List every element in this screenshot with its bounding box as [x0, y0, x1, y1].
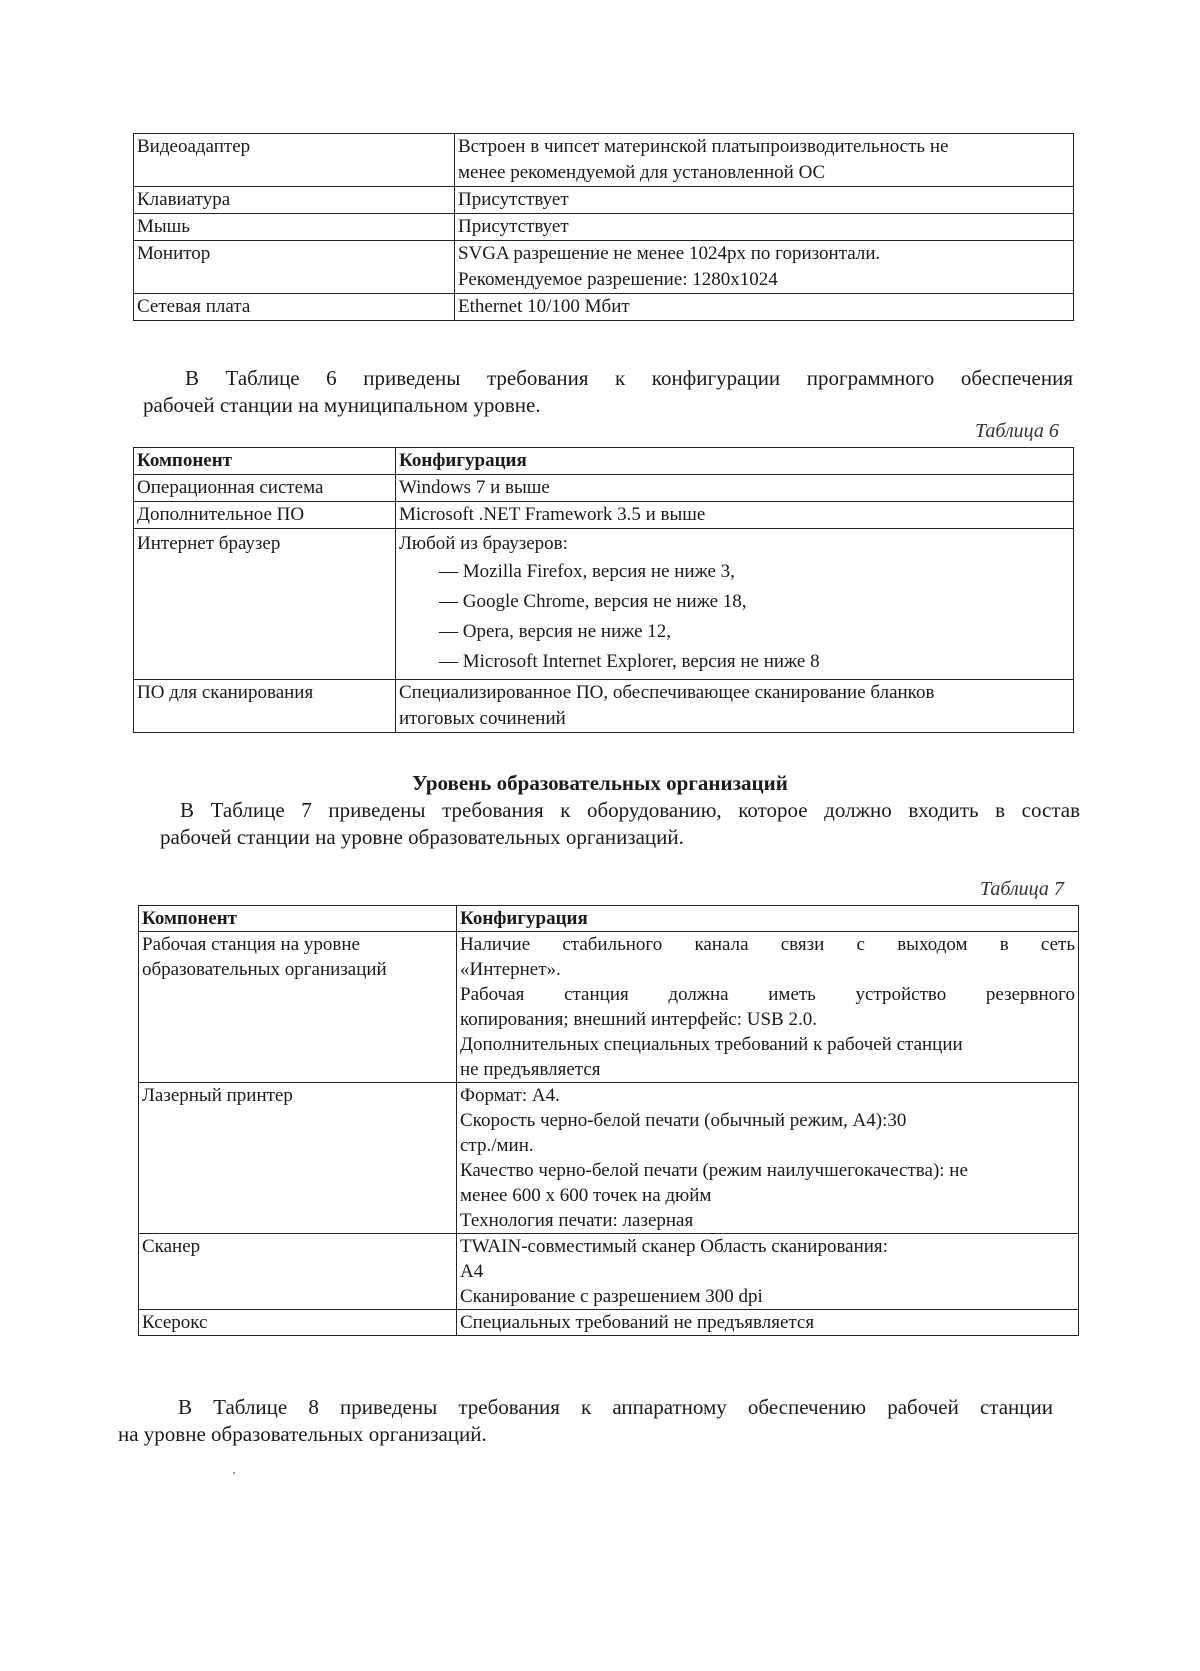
- table-row: [134, 475, 1074, 502]
- table-cell: Встроен в чипсет материнской платыпроизводительность не менее рекомендуемой для установленной ОС: [455, 134, 1074, 187]
- table-row: [134, 134, 1074, 187]
- table-cell: Присутствует: [455, 187, 1074, 214]
- table-cell: Формат: А4. Скорость черно-белой печати (обычный режим, А4):30 стр./мин. Качество черно-белой печати (режим наилучшегокачества): не менее 600 х 600 точек на дюйм Технология печати: лазерная: [457, 1083, 1079, 1234]
- table-row: [139, 1083, 1079, 1234]
- table-cell: ПО для сканирования: [134, 680, 396, 733]
- table-cell: Windows 7 и выше: [396, 475, 1074, 502]
- table-cell: Дополнительное ПО: [134, 502, 396, 529]
- list-item: — Opera, версия не ниже 12,: [439, 621, 672, 642]
- table-header-row: [134, 448, 1074, 475]
- hardware-table-schools: [138, 905, 1079, 1336]
- table-cell: Microsoft .NET Framework 3.5 и выше: [396, 502, 1074, 529]
- table-cell: Лазерный принтер: [139, 1083, 457, 1234]
- hardware-table-municipal: [133, 133, 1074, 321]
- table-row: [134, 214, 1074, 241]
- table-row: [134, 529, 1074, 680]
- table-cell: Монитор: [134, 241, 455, 294]
- paragraph-table6-intro: В Таблице 6 приведены требования к конфигурации программного обеспечения рабочей станции на муниципальном уровне.: [143, 366, 1073, 417]
- table-row: [139, 1234, 1079, 1310]
- table-cell: Ксерокс: [139, 1310, 457, 1336]
- table-row: [134, 187, 1074, 214]
- table-cell: Операционная система: [134, 475, 396, 502]
- table-cell: Любой из браузеров: — Mozilla Firefox, версия не ниже 3, — Google Chrome, версия не ниже 18, — Opera, версия не ниже 12, — Microsoft Internet Explorer, версия не ниже 8: [396, 529, 1074, 680]
- table6-caption: Таблица 6: [975, 420, 1059, 442]
- table-cell: TWAIN-совместимый сканер Область сканирования: А4 Сканирование с разрешением 300 dpi: [457, 1234, 1079, 1310]
- list-item: — Mozilla Firefox, версия не ниже 3,: [439, 561, 735, 582]
- table-cell: Сетевая плата: [134, 294, 455, 321]
- table-cell: Интернет браузер: [134, 529, 396, 680]
- table-cell: Ethernet 10/100 Мбит: [455, 294, 1074, 321]
- table-row: [134, 241, 1074, 294]
- table-cell: Мышь: [134, 214, 455, 241]
- table-row: [134, 680, 1074, 733]
- table-cell: Наличие стабильного канала связи с выходом в сеть «Интернет». Рабочая станция должна иметь устройство резервного копирования; внешний интерфейс: USB 2.0. Дополнительных специальных требований к рабочей станции не предъявляется: [457, 932, 1079, 1083]
- table-row: [139, 932, 1079, 1083]
- table-row: [134, 294, 1074, 321]
- table-cell: Специальных требований не предъявляется: [457, 1310, 1079, 1336]
- table-row: [139, 1310, 1079, 1336]
- table7-caption: Таблица 7: [980, 878, 1064, 900]
- column-header: Конфигурация: [457, 906, 1079, 932]
- list-item: — Google Chrome, версия не ниже 18,: [439, 591, 747, 612]
- list-item: — Microsoft Internet Explorer, версия не ниже 8: [439, 651, 820, 672]
- paragraph-table8-intro: В Таблице 8 приведены требования к аппаратному обеспечению рабочей станции на уровне образовательных организаций.: [118, 1395, 1053, 1446]
- section-heading: Уровень образовательных организаций: [412, 771, 788, 795]
- scan-speck: [233, 1472, 235, 1474]
- table-cell: Клавиатура: [134, 187, 455, 214]
- paragraph-table7-intro: В Таблице 7 приведены требования к оборудованию, которое должно входить в состав рабочей станции на уровне образовательных организаций.: [160, 798, 1080, 849]
- column-header: Компонент: [139, 906, 457, 932]
- table-cell: SVGA разрешение не менее 1024px по горизонтали. Рекомендуемое разрешение: 1280x1024: [455, 241, 1074, 294]
- table-cell: Сканер: [139, 1234, 457, 1310]
- table-cell: Специализированное ПО, обеспечивающее сканирование бланков итоговых сочинений: [396, 680, 1074, 733]
- table-cell: Видеоадаптер: [134, 134, 455, 187]
- column-header: Компонент: [134, 448, 396, 475]
- table-row: [134, 502, 1074, 529]
- table-header-row: [139, 906, 1079, 932]
- table-cell: Рабочая станция на уровне образовательных организаций: [139, 932, 457, 1083]
- software-table-municipal: [133, 447, 1074, 733]
- column-header: Конфигурация: [396, 448, 1074, 475]
- table-cell: Присутствует: [455, 214, 1074, 241]
